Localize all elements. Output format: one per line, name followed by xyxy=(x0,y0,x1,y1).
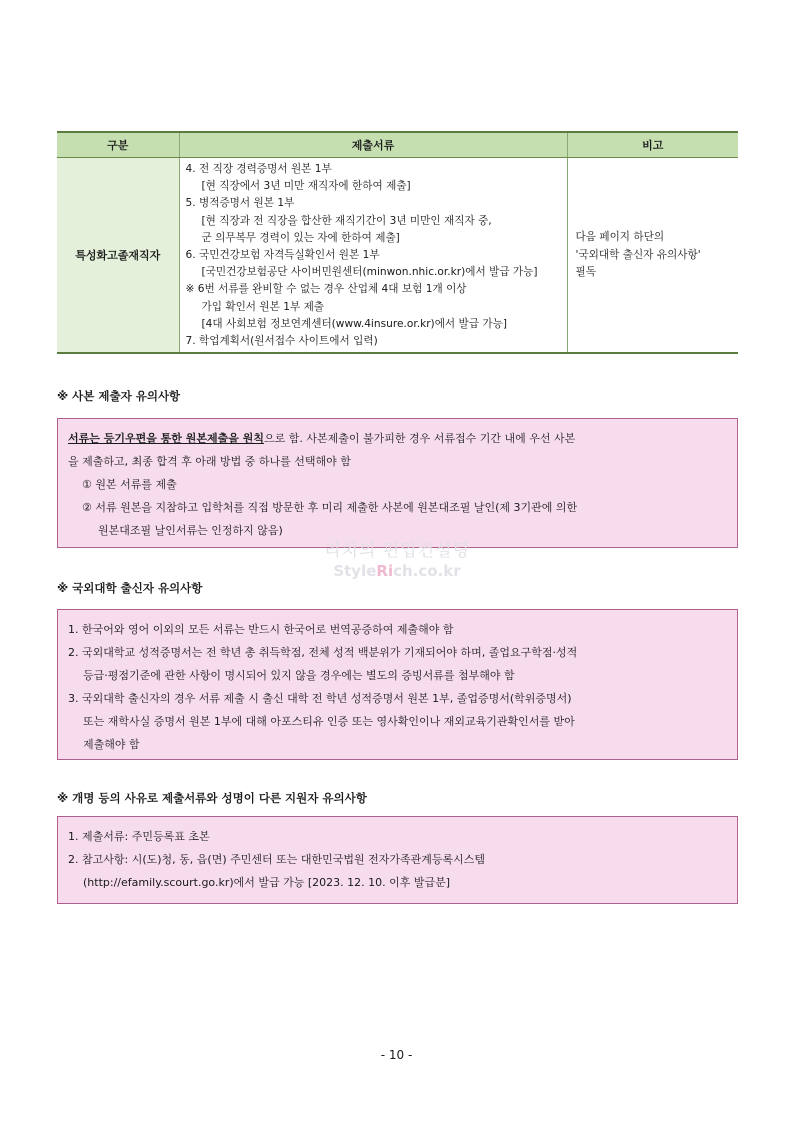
remarks-cell xyxy=(567,158,738,354)
watermark-url xyxy=(312,562,482,580)
copy-submitter-notice-box xyxy=(57,418,738,548)
doc-line: [4대 사회보험 정보연계센터(www.4insure.or.kr)에서 발급 가능] xyxy=(201,317,507,330)
notice-line: 3. 국외대학 출신자의 경우 서류 제출 시 출신 대학 전 학년 성적증명서 원본 1부, 졸업증명서(학위증명서) xyxy=(68,692,572,705)
name-change-notice-box xyxy=(57,816,738,904)
notice-item-continuation: 원본대조필 날인서류는 인정하지 않음) xyxy=(98,524,283,537)
watermark-url-part: Style xyxy=(333,562,377,580)
notice-line-continuation: (http://efamily.scourt.go.kr)에서 발급 가능 [2023. 12. 10. 이후 발급분] xyxy=(83,876,451,889)
notice-line: 을 제출하고, 최종 합격 후 아래 방법 중 하나를 선택해야 함 xyxy=(68,455,351,468)
header-category: 구분 xyxy=(57,132,179,158)
remark-line: '국외대학 출신자 유의사항' xyxy=(575,248,701,261)
category-cell: 특성화고졸재직자 xyxy=(57,158,179,354)
page-number: - 10 - xyxy=(380,1048,413,1062)
submission-documents-table xyxy=(57,131,738,354)
documents-cell xyxy=(179,158,567,354)
doc-line: 6. 국민건강보험 자격득실확인서 원본 1부 xyxy=(185,249,380,262)
foreign-university-notice-box xyxy=(57,609,738,760)
remark-line: 필독 xyxy=(575,265,596,278)
notice-line-continuation: 제출해야 함 xyxy=(83,738,140,751)
watermark xyxy=(312,536,482,580)
copy-submitter-notice-title: ※ 사본 제출자 유의사항 xyxy=(57,389,181,403)
doc-line: 군 의무복무 경력이 있는 자에 한하여 제출] xyxy=(201,231,400,244)
name-change-notice-title: ※ 개명 등의 사유로 제출서류와 성명이 다른 지원자 유의사항 xyxy=(57,791,367,805)
doc-line: [현 직장에서 3년 미만 재직자에 한하여 제출] xyxy=(201,180,411,193)
notice-text: 으로 함. 사본제출이 불가피한 경우 서류접수 기간 내에 우선 사본 xyxy=(263,432,576,445)
notice-line: 2. 국외대학교 성적증명서는 전 학년 총 취득학점, 전체 성적 백분위가 기재되어야 하며, 졸업요구학점·성적 xyxy=(68,646,578,659)
doc-line: 4. 전 직장 경력증명서 원본 1부 xyxy=(185,163,332,175)
notice-line: 2. 참고사항: 시(도)청, 동, 읍(면) 주민센터 또는 대한민국법원 전자가족관계등록시스템 xyxy=(68,853,485,866)
header-remarks: 비고 xyxy=(567,132,738,158)
header-documents: 제출서류 xyxy=(179,132,567,158)
remark-line: 다음 페이지 하단의 xyxy=(575,231,665,244)
doc-line: 7. 학업계획서(원서접수 사이트에서 입력) xyxy=(185,335,378,348)
notice-item: ② 서류 원본을 지참하고 입학처를 직접 방문한 후 미리 제출한 사본에 원본대조필 날인(제 3기관에 의한 xyxy=(82,501,578,514)
notice-line: 1. 한국어와 영어 이외의 모든 서류는 반드시 한국어로 번역공증하여 제출해야 함 xyxy=(68,623,454,636)
notice-line-continuation: 또는 재학사실 증명서 원본 1부에 대해 아포스티유 인증 또는 영사확인이나 재외교육기관확인서를 받아 xyxy=(83,715,575,728)
notice-line-continuation: 등급·평점기준에 관한 사항이 명시되어 있지 않을 경우에는 별도의 증빙서류를 첨부해야 함 xyxy=(83,669,515,682)
doc-line: 5. 병적증명서 원본 1부 xyxy=(185,197,295,210)
notice-item: ① 원본 서류를 제출 xyxy=(82,478,177,491)
doc-line: 가입 확인서 원본 1부 제출 xyxy=(201,300,325,313)
doc-line: ※ 6번 서류를 완비할 수 없는 경우 산업체 4대 보험 1개 이상 xyxy=(185,283,467,296)
table-header-row xyxy=(57,132,738,158)
doc-line: [국민건강보험공단 사이버민원센터(minwon.nhic.or.kr)에서 발급 가능] xyxy=(201,266,538,279)
doc-line: [현 직장과 전 직장을 합산한 재직기간이 3년 미만인 재직자 중, xyxy=(201,214,492,227)
watermark-script: 리치의 편입컨설팅 xyxy=(324,541,470,561)
notice-line xyxy=(68,427,727,450)
watermark-url-part: ch.co.kr xyxy=(393,562,461,580)
foreign-university-notice-title: ※ 국외대학 출신자 유의사항 xyxy=(57,581,203,595)
principle-emphasis: 서류는 등기우편을 통한 원본제출을 원칙 xyxy=(68,432,264,445)
table-row xyxy=(57,158,738,354)
watermark-url-accent: Ri xyxy=(376,562,394,580)
notice-line: 1. 제출서류: 주민등록표 초본 xyxy=(68,830,210,843)
